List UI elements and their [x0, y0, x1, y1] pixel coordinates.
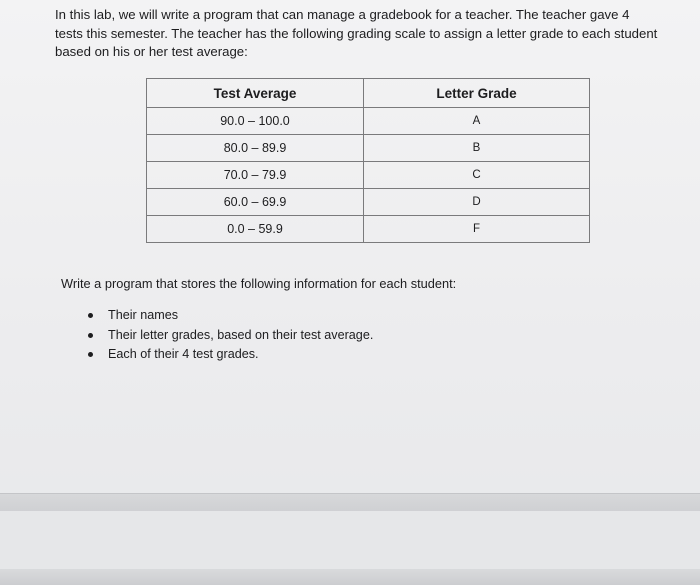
- table-row: [147, 108, 590, 135]
- test-average-cell: 80.0 – 89.9: [147, 135, 364, 162]
- table-row: [147, 162, 590, 189]
- letter-grade-cell: D: [364, 189, 590, 216]
- intro-line-1: In this lab, we will write a program that can manage a gradebook for a teacher. The teacher gave 4: [55, 7, 630, 22]
- intro-paragraph: [55, 6, 687, 62]
- column-header-test-average: Test Average: [147, 79, 364, 108]
- divider: [0, 569, 700, 585]
- letter-grade-cell: A: [364, 108, 590, 135]
- list-item: [84, 306, 373, 326]
- list-item: [84, 345, 373, 365]
- instructions-prompt: Write a program that stores the following information for each student:: [61, 276, 457, 291]
- blank-area: [0, 511, 700, 569]
- grading-scale-table: [146, 78, 590, 243]
- table-header-row: [147, 79, 590, 108]
- column-header-letter-grade: Letter Grade: [364, 79, 590, 108]
- list-item-text: Their letter grades, based on their test average.: [108, 327, 374, 342]
- list-item-text: Each of their 4 test grades.: [108, 347, 259, 361]
- divider: [0, 493, 700, 512]
- table-row: [147, 135, 590, 162]
- bullet-icon: [88, 352, 93, 357]
- page-bottom-band: [0, 493, 700, 585]
- student-info-list: [84, 306, 373, 365]
- test-average-cell: 70.0 – 79.9: [147, 162, 364, 189]
- intro-line-2: tests this semester. The teacher has the following grading scale to assign a letter grade to each student: [55, 25, 658, 41]
- letter-grade-cell: B: [364, 135, 590, 162]
- list-item-text: Their names: [108, 308, 178, 322]
- test-average-cell: 0.0 – 59.9: [147, 216, 364, 243]
- bullet-icon: [88, 333, 93, 338]
- letter-grade-cell: C: [364, 162, 590, 189]
- intro-line-3: based on his or her test average:: [55, 44, 248, 59]
- list-item: [84, 326, 373, 346]
- test-average-cell: 60.0 – 69.9: [147, 189, 364, 216]
- table-row: [147, 189, 590, 216]
- table-row: [147, 216, 590, 243]
- letter-grade-cell: F: [364, 216, 590, 243]
- test-average-cell: 90.0 – 100.0: [147, 108, 364, 135]
- bullet-icon: [88, 313, 93, 318]
